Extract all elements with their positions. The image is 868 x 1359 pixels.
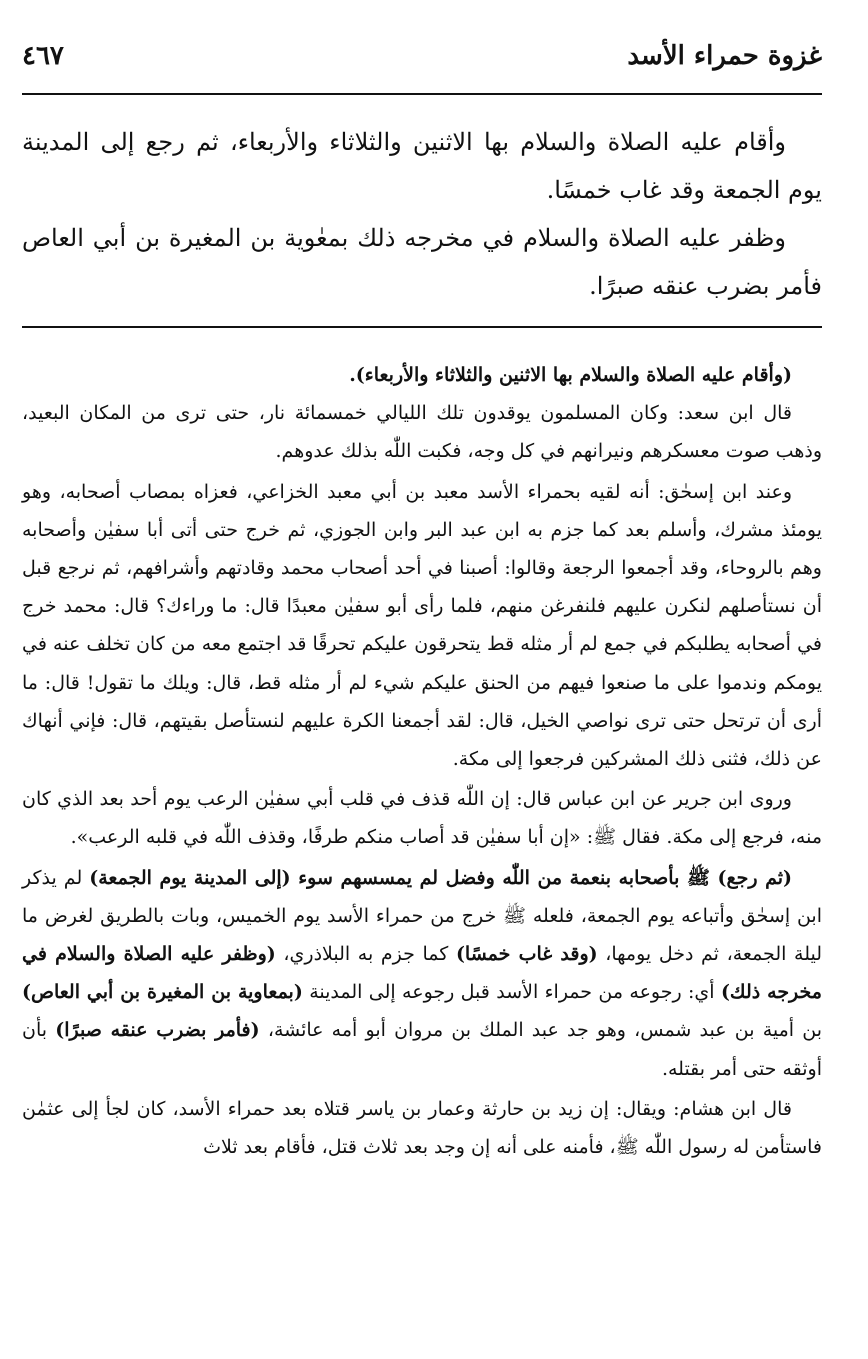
quoted-main-text: (ثم رجع) ﷺ بأصحابه بنعمة من اللّٰه وفضل لم يمسسهم سوء (290, 866, 792, 889)
main-text-paragraph: وأقام عليه الصلاة والسلام بها الاثنين والثلاثاء والأربعاء، ثم رجع إلى المدينة يوم الجمعة وقد غاب خمسًا. (22, 128, 822, 204)
commentary-paragraph: وروى ابن جرير عن ابن عباس قال: إن اللّٰه قذف في قلب أبي سفيٰن الرعب يوم أحد بعد الذي كان منه، فرجع إلى مكة. فقال ﷺ: «إن أبا سفيٰن قد أصاب منكم طرفًا، وقذف اللّٰه في قلبه الرعب». (22, 788, 822, 849)
main-text (22, 118, 822, 310)
commentary-paragraph (22, 356, 822, 394)
page-number: ٤٦٧ (22, 41, 64, 71)
quoted-main-text: (وأقام عليه الصلاة والسلام بها الاثنين والثلاثاء والأربعاء). (349, 364, 792, 386)
commentary-paragraph: قال ابن سعد: وكان المسلمون يوقدون تلك الليالي خمسمائة نار، حتى ترى من المكان البعيد، وذهب صوت معسكرهم ونيرانهم في كل وجه، فكبت اللّٰه بذلك عدوهم. (22, 402, 822, 463)
page-header (22, 36, 822, 86)
commentary-span: لم يذكر ابن إسحٰق وأتباعه يوم الجمعة، فلعله ﷺ خرج من حمراء الأسد يوم الخميس، وبات بالطريق لغرض ما ليلة الجمعة، ثم دخل يومها، (22, 866, 823, 966)
running-title: غزوة حمراء الأسد (627, 41, 822, 71)
commentary-span: بن أمية بن عبد شمس، وهو جد عبد الملك بن مروان أبو أمه عائشة، (259, 1019, 822, 1042)
quoted-main-text: (وقد غاب خمسًا) (455, 943, 598, 966)
section-divider (22, 326, 822, 328)
commentary-paragraph: وعند ابن إسحٰق: أنه لقيه بحمراء الأسد معبد بن أبي معبد الخزاعي، فعزاه بمصاب أصحابه، وهو يومئذ مشرك، وأسلم بعد كما جزم به ابن عبد البر وابن الجوزي، ثم خرج حتى أتى أبا سفيٰن وأصحابه وهم بالروحاء، وقد أجمعوا الرجعة وقالوا: أصبنا في أحد أصحاب محمد وقادتهم وأشرافهم، ثم نرجع قبل أن نستأصلهم لنكرن عليهم فلنفرغن منهم، فلما رأى أبو سفيٰن معبدًا قال: ما وراءك؟ قال: محمد خرج في أصحابه يطلبكم في جمع لم أر مثله قط يتحرقون عليكم تحرقًا قد اجتمع معه من كان تخلف عنه في يومكم وندموا على ما صنعوا فيهم من الحنق عليكم شيء لم أر مثله قط، قال: ويلك ما تقول! قال: ما أرى أن ترتحل حتى ترى نواصي الخيل، قال: لقد أجمعنا الكرة عليهم لنستأصل بقيتهم، قال: فإني أنهاك عن ذلك، فثنى ذلك المشركين فرجعوا إلى مكة. (22, 480, 823, 771)
commentary-paragraph (22, 859, 822, 1088)
quoted-main-text: (وظفر عليه الصلاة والسلام في مخرجه ذلك) (22, 943, 822, 1004)
commentary-span: كما جزم به البلاذري، (275, 943, 456, 966)
quoted-main-text: (إلى المدينة يوم الجمعة) (89, 866, 291, 889)
commentary-span: أي: رجوعه من حمراء الأسد قبل رجوعه إلى المدينة (302, 981, 721, 1004)
commentary-span: بأن أوثقه حتى أمر بقتله. (22, 1019, 822, 1080)
quoted-main-text: (فأمر بضرب عنقه صبرًا) (55, 1019, 260, 1042)
commentary-text (22, 356, 822, 1166)
main-text-paragraph: وظفر عليه الصلاة والسلام في مخرجه ذلك بمعٰوية بن المغيرة بن أبي العاص فأمر بضرب عنقه صبرًا. (22, 224, 822, 300)
header-rule (22, 93, 822, 95)
commentary-paragraph: قال ابن هشام: ويقال: إن زيد بن حارثة وعمار بن ياسر قتلاه بعد حمراء الأسد، كان لجأ إلى عثمٰن فاستأمن له رسول اللّٰه ﷺ، فأمنه على أنه إن وجد بعد ثلاث قتل، فأقام بعد ثلاث (22, 1097, 822, 1159)
quoted-main-text: (بمعاوية بن المغيرة بن أبي العاص) (22, 981, 303, 1004)
